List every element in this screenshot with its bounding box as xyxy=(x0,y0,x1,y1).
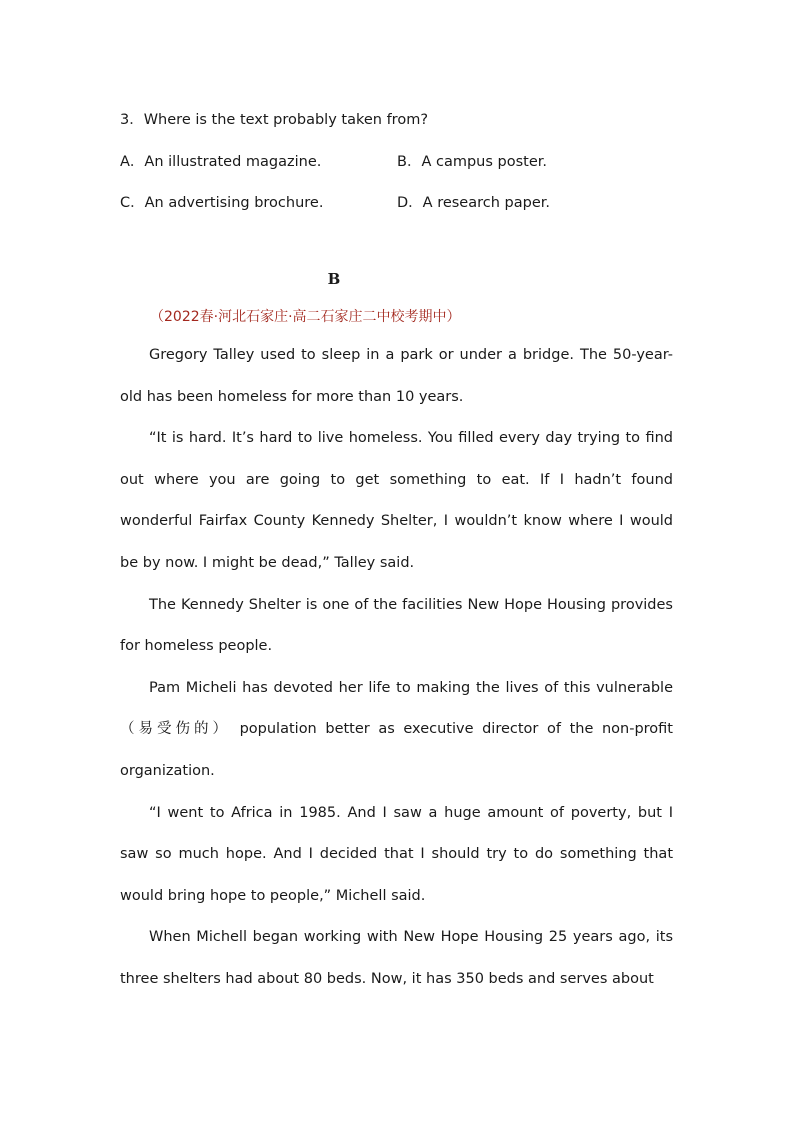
option-d: D．A research paper. xyxy=(397,195,550,211)
option-c: C．An advertising brochure. xyxy=(120,195,324,211)
paragraph: “I went to Africa in 1985. And I saw a huge amount of poverty, but I saw so much hope. And I decided that I should try to do something that would bring hope to people,” Michell said. xyxy=(120,804,673,904)
question-stem: 3．Where is the text probably taken from? xyxy=(120,112,429,128)
paragraph: “It is hard. It’s hard to live homeless. You filled every day trying to find out where you are going to get something to eat. If I hadn’t found wonderful Fairfax County Kennedy Shelter, I wouldn’t know where I would be by now. I might be dead,” Talley said. xyxy=(120,430,673,571)
option-a: A．An illustrated magazine. xyxy=(120,154,322,170)
paragraph: When Michell began working with New Hope Housing 25 years ago, its three shelters had about 80 beds. Now, it has 350 beds and serves about xyxy=(120,929,673,987)
paragraph: Gregory Talley used to sleep in a park or under a bridge. The 50-year-old has been homeless for more than 10 years. xyxy=(120,347,673,405)
paragraph: Pam Micheli has devoted her life to making the lives of this vulnerable （易受伤的） population better as executive director of the non-profit organization. xyxy=(120,679,673,779)
passage-body xyxy=(120,335,673,1001)
option-b: B．A campus poster. xyxy=(397,154,547,170)
paragraph: The Kennedy Shelter is one of the facilities New Hope Housing provides for homeless people. xyxy=(120,596,673,655)
source-note: （2022春·河北石家庄·高二石家庄二中校考期中） xyxy=(150,309,461,325)
section-title: B xyxy=(327,270,341,288)
